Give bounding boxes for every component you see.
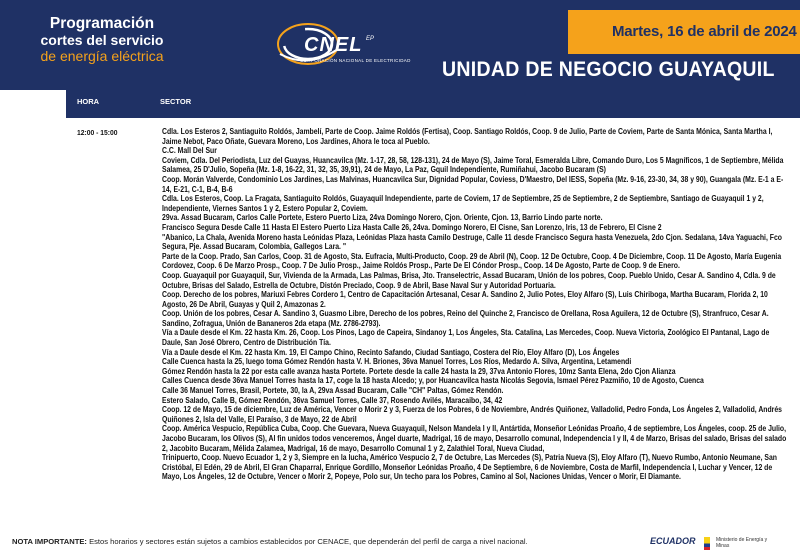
sector-item: Calle 36 Manuel Torres, Brasil, Portete, 30, la A, 29va Assad Bucaram, Calle "CH" Paltas, Gómez Rendón. [162,386,504,396]
business-unit-title: UNIDAD DE NEGOCIO GUAYAQUIL [442,58,775,81]
date-box [568,10,800,54]
sector-item: C.C. Mall Del Sur [162,146,217,156]
sector-item: Coop. Derecho de los pobres, Mariuxi Febres Cordero 1, Centro de Capacitación Artesanal, Cesar A. Sandino 2, Julio Potes, Eloy Alfaro (S), Luis Chiriboga, Martha Bucaram, Florida 2, 10 Agosto, 26 De Abril, Guayas y Quil 2, Amazonas 2. [162,290,768,309]
sector-item: Cdla. Los Esteros 2, Santiaguito Roldós, Jambelí, Parte de Coop. Jaime Roldós (Fertisa), Coop. Santiago Roldós, Coop. 9 de Julio, Parte de Coviem, Parte de Santa Mónica, Santa Martha I, Jaime Nebot, Paco Oñate, Guevara Moreno, Los Jardines, Ahora le toca al Pueblo. [162,127,773,146]
sector-item: Coviem, Cdla. Del Periodista, Luz del Guayas, Huancavilca (Mz. 1-17, 28, 58, 128-131), 24 de Mayo (S), Jaime Toral, Esmeralda Libre, Comando Duro, Los 5 Magníficos, 1 de Septiembre, Mélida Salamea, 25 D'Julio, Sopeña (Mz. 1-8, 16-22, 31, 32, 35, 39,91), 24 de Mayo, La Paz, Gquil Independiente, Rumiñahui, Jacobo Bucaram (S) [162,155,784,175]
note-text: Estos horarios y sectores están sujetos a cambios establecidos por CENACE, que dependerán del perfil de carga a nivel nacional. [86,537,528,546]
sector-item: Francisco Segura Desde Calle 11 Hasta El Estero Puerto Liza Hasta Calle 26, 24va. Domingo Norero, El Cisne, San Lorenzo, Iris, 13 de Febrero, El Cisne 2 [162,222,662,232]
program-title-line3: de energía eléctrica [40,48,164,64]
cnel-subtitle: CORPORACIÓN NACIONAL DE ELECTRICIDAD [300,58,411,63]
sector-list [162,127,787,482]
column-header-hour: HORA [77,97,100,106]
flag-stripe-icon [704,537,710,550]
time-range: 12:00 - 15:00 [77,128,118,137]
sector-item: Gómez Rendón hasta la 22 por esta calle avanza hasta Portete. Portete desde la calle 24 hasta la 29, 37va Antonio Flores, 10mz Santa Elena, 2do Cjon Alianza [162,366,676,376]
sector-item: Vía a Daule desde el Km. 22 hasta Km. 19, El Campo Chino, Recinto Safando, Ciudad Santiago, Costera del Río, Eloy Alfaro (D), Los Ángeles [162,347,620,357]
sector-item: Coop. Unión de los pobres, Cesar A. Sandino 3, Guasmo Libre, Derecho de los pobres, Reino del Quinche 2, Francisco de Orellana, Rosa Aguilera, 12 de Octubre (S), Stranfruco, Cesar A. Sandino, Zofragua, Unión de Bananeros 2da etapa (Mz. 2786-2793). [162,309,769,328]
cnel-wordmark: CNEL [304,34,363,56]
ecuador-wordmark: ECUADOR [650,536,696,546]
table-header [66,90,800,118]
sector-item: Vía a Daule desde el Km. 22 hasta Km. 26, Coop. Los Pinos, Lago de Capeira, Sindanoy 1, Los Ángeles, Sta. Catalina, Las Mercedes, Coop. Nueva Victoria, Zoológico El Pantanal, Lago de Daule, San José Obrero, Centro de Distribución Tía. [162,328,770,348]
cnel-logo [268,14,411,74]
cnel-ep: EP [366,36,375,42]
sector-item: Coop. América Vespucio, República Cuba, Coop. Che Guevara, Nueva Guayaquil, Nelson Mandela I y II, Antártida, Monseñor Leónidas Proaño, 4 de septiembre, Los Ángeles, coop. 25 de Julio, Jacobo Bucaram, los Olivos (S), Al fin unidos todos venceremos, Ángel duarte, Madrigal, 16 de mayo, Desarrollo comunal, Independencia I y II, 4 de Marzo, Brisas del salado, Brisas del salado 2, Jacobito Bucaram, Mélida Zalamea, Madrigal, 16 de mayo, Desarrollo Comunal 1 y 2, Zalathiel Toral, Nueva Ciudad, [162,424,787,453]
footer [0,528,800,552]
sector-item: Cdla. Los Esteros, Coop. La Fragata, Santiaguito Roldós, Guayaquil Independiente, parte de Coviem, 17 de Septiembre, 25 de Septiembre, 2 de Septiembre, Santiago de Guayaquil 1 y 2, Independiente, Viernes Santos 1 y 2, Estero Popular 2, Coviem. [162,194,764,213]
ministry-name: Ministerio de Energía y Minas [716,537,768,549]
important-note [12,537,528,546]
sector-item: Parte de la Coop. Prado, San Carlos, Coop. 31 de Agosto, Sta. Eufracia, Multi-Producto, Coop. 29 de Abril (N), Coop. 12 De Octubre, Coop. 4 De Diciembre, Coop. 11 De Agosto, María Eugenia Cordovez, Coop. 6 De Marzo Prosp., Coop. 7 De Julio Prosp., Jaime Roldós Prosp., Parte De El Cóndor Prosp., Coop. 14 De Agosto, Parte de Coop. 9 de Enero. [162,251,782,271]
sector-item: 29va. Assad Bucaram, Carlos Calle Portete, Estero Puerto Liza, 24va Domingo Norero, Cjon. Oriente, Cjon. 13, Barrio Lindo parte norte. [162,213,603,223]
program-title [32,16,172,64]
sector-item: Coop. Morán Valverde, Condominio Los Jardines, Las Malvinas, Huancavilca Sur, Dignidad Popular, Coviess, D'Maestro, Del IESS, Sopeña (Mz. 9-16, 23-30, 34, 38 y 90), Guangala (Mz. E-1 a E-14, E-21, C-1, B-4, B-6 [162,174,784,194]
sector-item: Coop. Guayaquil por Guayaquil, Sur, Vivienda de la Armada, Las Palmas, Brisa, Jto. Transelectric, Assad Bucaram, Unión de los pobres, Coop. Pueblo Unido, Cesar A. Sandino 4, Cdla. 9 de Octubre, Brisas del Salado, Estrella de Octubre, Distón Preciado, Coop. 9 de Abril, Base Naval Sur y Autoridad Portuaria. [162,270,776,290]
date-text: Martes, 16 de abril de 2024 [612,23,797,40]
program-title-line2: cortes del servicio [40,32,164,48]
header-banner [0,0,800,90]
program-title-line1: Programación [49,15,155,32]
sector-item: Calles Cuenca desde 36va Manuel Torres hasta la 17, coge la 18 hasta Alcedo; y, por Huancavilca hasta Nicolás Segovia, Ismael Pérez Pazmiño, 10 de Agosto, Cuenca [162,376,704,386]
sector-item: Trinipuerto, Coop. Nuevo Ecuador 1, 2 y 3, Siempre en la lucha, Américo Vespucio 2, 7 de Octubre, Las Mercedes (S), Patria Nueva (S), Eloy Alfaro (T), Nuevo Rumbo, Antonio Neumane, San Cristóbal, El Edén, 29 de Abril, El Gran Chaparral, Enrique Gordillo, Monseñor Leónidas Proaño, 4 De Septiembre, 6 de Noviembre, Costa de Marfil, Independencia I, Luchar y Vencer, 12 de Mayo, Los Ángeles, 12 de Octubre, Vencer o Morir 2, Popeye, Polo sur, Un techo para los Pobres, Camino al Sol, Naciones Unidas, Vencer o Morir, El Diamante. [162,453,777,482]
government-logo [640,536,790,552]
sector-item: Calle Cuenca hasta la 25, luego toma Gómez Rendón hasta V. H. Briones, 36va Manuel Torres, Los Ríos, Medardo A. Silva, Argentina, Letamendi [162,357,632,367]
note-label: NOTA IMPORTANTE: [12,537,87,546]
sector-item: "Abanico, La Chala, Avenida Moreno hasta Leónidas Plaza, Leónidas Plaza hasta Camilo Destruge, Calle 11 desde Francisco Segura hasta Venezuela, 2do Cjon. Sedalana, 14va Yaguachi, Fco Segura, Pje. Assad Bucaram, Colombia, Gallegos Lara. " [162,232,782,252]
column-header-sector: SECTOR [160,97,192,106]
sector-item: Coop. 12 de Mayo, 15 de diciembre, Luz de América, Vencer o Morir 2 y 3, Fuerza de los Pobres, 6 de Noviembre, Andrés Quiñonez, Valladolid, Pedro Fonda, Los Ángeles 2, Valladolid, Andrés Quiñones 2, Isla del Valle, El Paraíso, 3 de Mayo, 22 de Abril [162,405,782,424]
sector-item: Estero Salado, Calle B, Gómez Rendón, 36va Samuel Torres, Calle 37, Rosendo Avilés, Maracaibo, 34, 42 [162,395,503,405]
